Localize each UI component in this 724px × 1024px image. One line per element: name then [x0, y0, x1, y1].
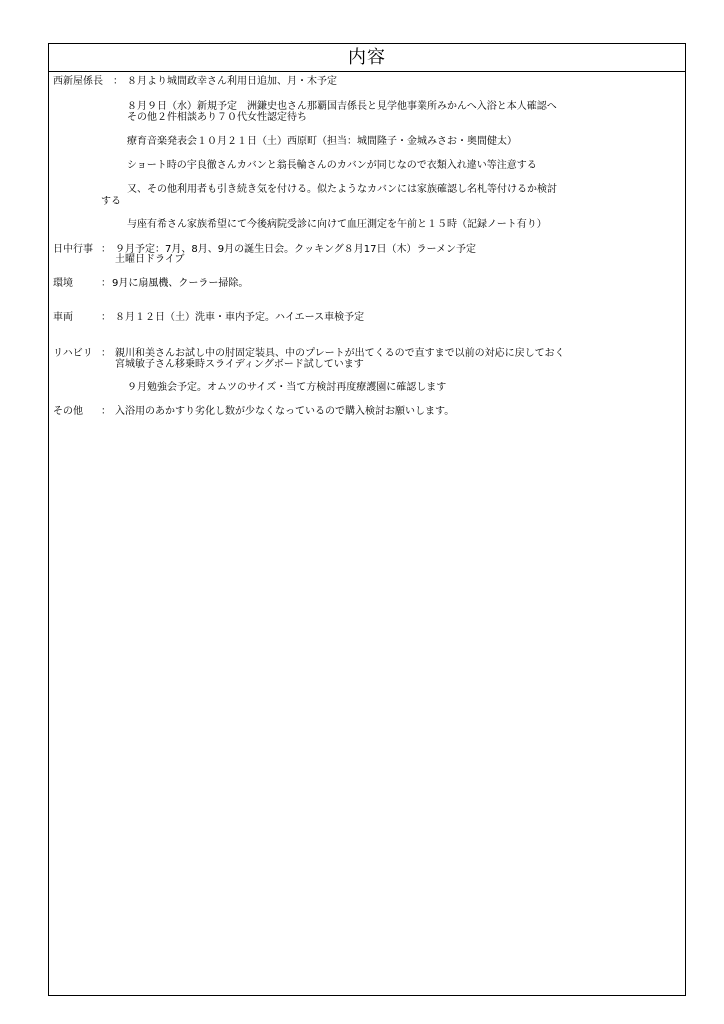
section-line: その他２件相談あり７０代女性認定待ち [127, 112, 307, 123]
section-line: ８月９日（水）新規予定 洲鎌史也さん那覇国吉係長と見学他事業所みかんへ入浴と本人確認へ [127, 101, 557, 112]
section-line: ８月より城間政幸さん利用日追加、月・木予定 [127, 76, 337, 87]
section-line: 又、その他利用者も引き続き気を付ける。似たようなカバンには家族確認し名札等付けるか検討 [127, 184, 557, 195]
section-colon: ： [101, 244, 111, 255]
section-line: 土曜日ドライブ [115, 254, 185, 265]
section-colon: ： [101, 312, 111, 323]
section-line: 与座有希さん家族希望にて今後病院受診に向けて血圧測定を午前と１５時（記録ノート有り） [127, 219, 547, 230]
section-label: リハビリ [53, 348, 93, 359]
section-line: 9月に扇風機、クーラー掃除。 [112, 278, 249, 289]
section-line: ショート時の宇良徹さんカバンと翁長輪さんのカバンが同じなので衣類入れ違い等注意する [127, 160, 537, 171]
section-label: その他 [53, 406, 83, 417]
section-line: ９月勉強会予定。オムツのサイズ・当て方検討再度療護園に確認します [127, 382, 447, 393]
section-label: 車両 [53, 312, 73, 323]
section-colon: ： [101, 348, 111, 359]
report-sheet [48, 43, 686, 996]
section-line: 療育音楽発表会１０月２１日（土）西原町（担当：城間隆子・金城みさお・奥間健太） [127, 136, 517, 147]
section-line: ８月１２日（土）洗車・車内予定。ハイエース車検予定 [115, 312, 365, 323]
section-colon: ： [101, 406, 111, 417]
section-line: 入浴用のあかすり劣化し数が少なくなっているので購入検討お願いします。 [115, 406, 455, 417]
page-title: 内容 [49, 44, 685, 72]
section-line: 宮城敏子さん移乗時スライディングボード試しています [115, 359, 364, 370]
section-line: 親川和美さんお試し中の肘固定装具、中のプレートが出てくるので直すまで以前の対応に戻しておく [115, 348, 565, 359]
section-label: 環境 [53, 278, 73, 289]
section-line: する [101, 196, 121, 207]
section-line: ９月予定：7月、8月、9月の誕生日会。クッキング８月17日（木）ラーメン予定 [115, 244, 477, 255]
section-label: 西新屋係長 [53, 76, 103, 87]
section-colon: ： [101, 278, 111, 289]
section-label: 日中行事 [53, 244, 93, 255]
section-colon: ： [113, 76, 123, 87]
